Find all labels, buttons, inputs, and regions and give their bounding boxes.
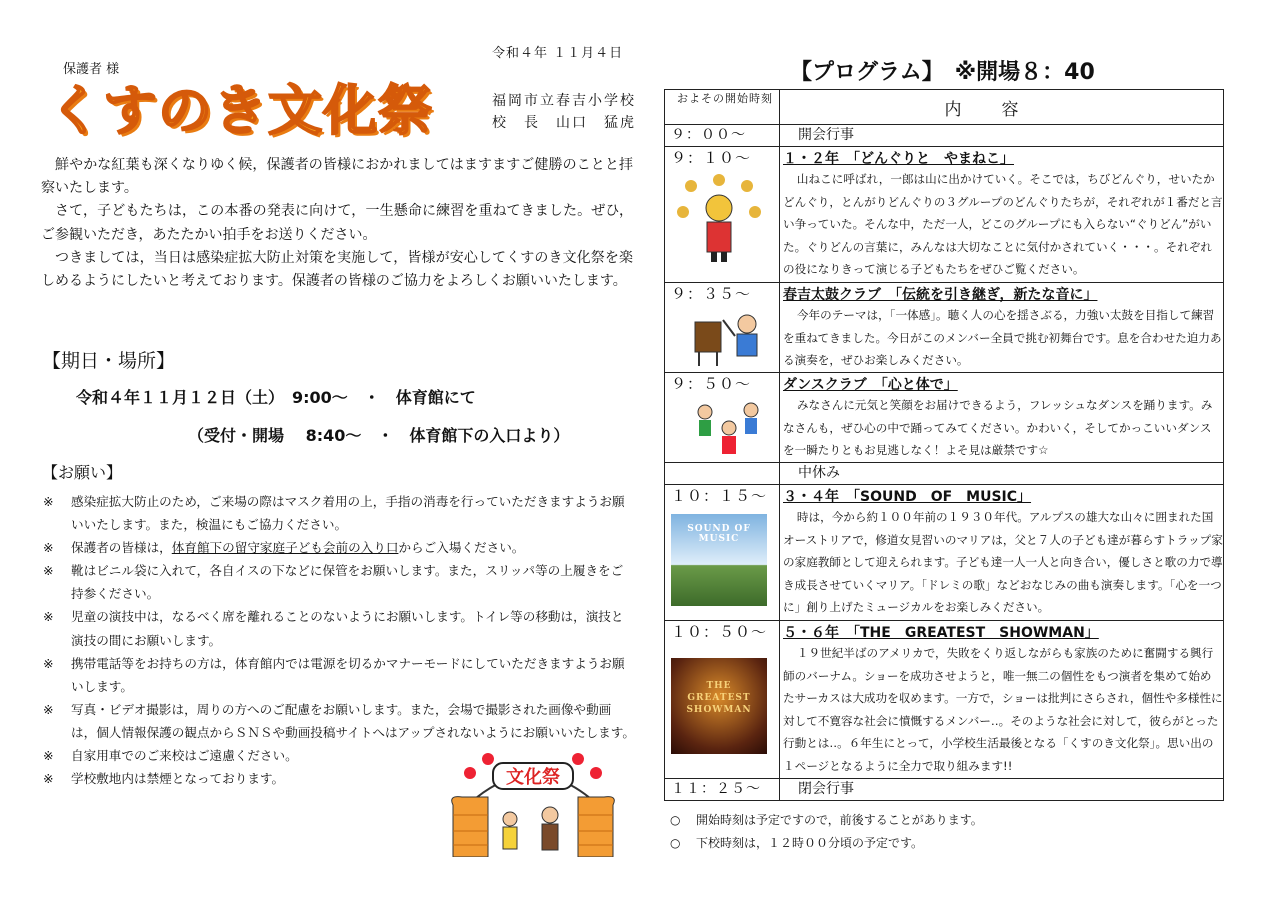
program-title: 【プログラム】 ※開場８：40: [790, 60, 1095, 85]
taiko-drum-illustration: [691, 310, 771, 368]
program-notes: [670, 809, 983, 855]
school-name: 福岡市立春吉小学校: [492, 93, 636, 109]
table-row: ９：１０～ １・２年 「どんぐりと やまねこ」 山ねこに呼ばれ，一郎は山に出かけていく。そこでは，ちびどんぐり，せいたかどんぐり，とんがりどんぐりの３グループのどんぐりたちが，それぞれが１番だと言い争っていた。そんな中，ただ一人，どこのグループにも入らない“ぐりどん”がいた。ぐりどんの言葉に，みんなは大切なことに気付かされていく・・・。それぞれの役になりきって演じる子どもたちをぜひご覧ください。: [665, 147, 1224, 283]
requests-heading: 【お願い】: [42, 463, 123, 482]
table-row: ９：００～ 開会行事: [665, 125, 1224, 147]
program-desc-3: みなさんに元気と笑顔をお届けできるよう，フレッシュなダンスを踊ります。みなさんも，ぜひ心の中で踊ってみてください。かわいく，そしてかっこいいダンスを一瞬たりともお見逃しなく！よそ見は厳禁です☆: [783, 398, 1213, 458]
program-title-3: ダンスクラブ 「心と体で」: [783, 377, 958, 393]
table-row: ９：３５～ 春吉太鼓クラブ 「伝統を引き継ぎ，新たな音に」 今年のテーマは，「一体感」。聴く人の心を揺さぶる，力強い太鼓を目指して練習を重ねてきました。今日がこのメンバー全員で挑む初舞台です。息を合わせた迫力ある演奏を，ぜひお楽しみください。: [665, 283, 1224, 373]
note-mark: ※: [43, 655, 54, 671]
request-item: ※ 写真・ビデオ撮影は，周りの方へのご配慮をお願いします。また，会場で撮影された画像や動画は，個人情報保護の観点からＳＮＳや動画投稿サイトへはアップされないようにお願いいたします。: [43, 698, 635, 744]
col-content-header: 内容: [780, 90, 1224, 125]
note-item: ○ 下校時刻は，１２時００分頃の予定です。: [670, 836, 924, 850]
request-item: ※ 保護者の皆様は，体育館下の留守家庭子ども会前の入り口からご入場ください。: [43, 536, 635, 559]
greeting: [41, 154, 633, 293]
note-item: ○ 開始時刻は予定ですので，前後することがあります。: [670, 813, 983, 827]
col-time-header: およその開始時刻: [665, 90, 780, 125]
program-desc-5: 時は，今から約１００年前の１９３０年代。アルプスの雄大な山々に囲まれた国オーストリアで，修道女見習いのマリアは，父と７人の子ども達が暮らすトラップ家の家庭教師として迎えられます。子ども達一人一人と向き合い，優しさと歌の力で導き成長させていくマリア。「ドレミの歌」などおなじみの曲も演奏します。「心を一つに」創り上げたミュージカルをお楽しみください。: [783, 510, 1223, 615]
table-row: １１：２５～ 閉会行事: [665, 778, 1224, 800]
program-title-6: ５・６年 「THE GREATEST SHOWMAN」: [783, 625, 1099, 641]
request-item: ※ 靴はビニル袋に入れて，各自イスの下などに保管をお願いします。また，スリッパ等の上履きをご持参ください。: [43, 559, 635, 605]
note-mark: ※: [43, 563, 54, 579]
festival-gate-illustration: [448, 745, 618, 857]
program-title-5: ３・４年 「SOUND OF MUSIC」: [783, 489, 1032, 505]
schedule-heading: 【期日・場所】: [42, 350, 176, 372]
issue-date: 令和４年 １１月４日: [492, 46, 624, 61]
greeting-paragraph: 鮮やかな紅葉も深くなりゆく候，保護者の皆様におかれましてはますますご健勝のことと拝察いたします。: [41, 157, 633, 197]
program-desc-6: １９世紀半ばのアメリカで，失敗をくり返しながらも家族のために奮闘する興行師のバーナム。ショーを成功させようと，唯一無二の個性をもつ演者を集めて始めたサーカスは大成功を収めます。一方で，ショーは批判にさらされ，個性や多様性に対して不寛容な社会に憤慨するメンバー‥。そのような社会に対して，彼らがとった行動とは‥。６年生にとって，小学校生活最後となる「くすのき文化祭」。思い出の１ページとなるように全力で取り組みます!!: [783, 646, 1223, 773]
note-mark: ※: [43, 609, 54, 625]
program-title-2: 春吉太鼓クラブ 「伝統を引き継ぎ，新たな音に」: [783, 287, 1098, 303]
program-desc-1: 山ねこに呼ばれ，一郎は山に出かけていく。そこでは，ちびどんぐり，せいたかどんぐり，とんがりどんぐりの３グループのどんぐりたちが，それぞれが１番だと言い争っていた。そんな中，ただ一人，どこのグループにも入らない“ぐりどん”がいた。ぐりどんの言葉に，みんなは大切なことに気付かされていく・・・。それぞれの役になりきって演じる子どもたちをぜひご覧ください。: [783, 172, 1223, 277]
note-mark: ※: [43, 701, 54, 717]
greatest-showman-poster: THE GREATEST SHOWMAN: [671, 658, 767, 754]
recipient: 保護者 様: [63, 62, 120, 77]
program-desc-2: 今年のテーマは，「一体感」。聴く人の心を揺さぶる，力強い太鼓を目指して練習を重ねてきました。今日がこのメンバー全員で挑む初舞台です。息を合わせた迫力ある演奏を，ぜひお楽しみください。: [783, 308, 1222, 368]
principal-name: 校 長 山口 猛虎: [492, 115, 636, 131]
note-mark: ※: [43, 748, 54, 764]
greeting-paragraph: さて，子どもたちは，この本番の発表に向けて，一生懸命に練習を重ねてきました。ぜひ，ご参観いただき，あたたかい拍手をお送りください。: [41, 203, 633, 243]
request-item: ※ 児童の演技中は，なるべく席を離れることのないようにお願いします。トイレ等の移動は，演技と演技の間にお願いします。: [43, 605, 635, 651]
entrance-underline: 体育館下の留守家庭子ども会前の入り口: [171, 540, 399, 556]
note-mark: ※: [43, 771, 54, 787]
table-header-row: [665, 90, 1224, 125]
schedule-main: 令和４年１１月１２日（土） 9:00～ ・ 体育館にて: [76, 388, 476, 407]
festival-title: くすのき文化祭: [48, 79, 433, 142]
program-table: [664, 89, 1224, 801]
request-item: ※ 感染症拡大防止のため，ご来場の際はマスク着用の上，手指の消毒を行っていただきますようお願いいたします。また，検温にもご協力ください。: [43, 490, 635, 536]
greeting-paragraph: つきましては，当日は感染症拡大防止対策を実施して，皆様が安心してくすのき文化祭を楽しめるようにしたいと考えております。保護者の皆様のご協力をよろしくお願いいたします。: [41, 249, 633, 290]
table-row: １０：１５～ SOUND OF MUSIC ３・４年 「SOUND OF MUSIC」 時は，今から約１００年前の１９３０年代。アルプスの雄大な山々に囲まれた国オーストリアで，修道女見習いのマリアは，父と７人の子ども達が暮らすトラップ家の家庭教師として迎えられます。子ども達一人一人と向き合い，優しさと歌の力で導き成長させていくマリア。「ドレミの歌」などおなじみの曲も演奏します。「心を一つに」創り上げたミュージカルをお楽しみください。: [665, 485, 1224, 621]
table-row: ９：５０～ ダンスクラブ 「心と体で」 みなさんに元気と笑顔をお届けできるよう，フレッシュなダンスを踊ります。みなさんも，ぜひ心の中で踊ってみてください。かわいく，そしてかっこいいダンスを一瞬たりともお見逃しなく！よそ見は厳禁です☆: [665, 373, 1224, 463]
note-mark: ※: [43, 540, 54, 556]
gate-sign-text: 文化祭: [506, 767, 560, 788]
request-item: ※ 学校敷地内は禁煙となっております。: [43, 767, 635, 790]
schedule-reception: （受付・開場 8:40～ ・ 体育館下の入口より）: [188, 426, 570, 445]
program-title-1: １・２年 「どんぐりと やまねこ」: [783, 151, 1014, 167]
request-item: ※ 携帯電話等をお持ちの方は，体育館内では電源を切るかマナーモードにしていただきますようお願いします。: [43, 652, 635, 698]
cat-acorn-illustration: [671, 172, 767, 264]
school-info: [492, 90, 636, 134]
dancing-kids-illustration: [691, 398, 771, 458]
request-item: ※ 自家用車でのご来校はご遠慮ください。: [43, 744, 635, 767]
note-mark: ※: [43, 494, 54, 509]
table-row: 中休み: [665, 463, 1224, 485]
table-row: １０：５０～ THE GREATEST SHOWMAN ５・６年 「THE GREATEST SHOWMAN」 １９世紀半ばのアメリカで，失敗をくり返しながらも家族のために奮闘する興行師のバーナム。ショーを成功させようと，唯一無二の個性をもつ演者を集めて始めたサーカスは大成功を収めます。一方で，ショーは批判にさらされ，個性や多様性に対して不寛容な社会に憤慨するメンバー‥。そのような社会に対して，彼らがとった行動とは‥。６年生にとって，小学校生活最後となる「くすのき文化祭」。思い出の１ページとなるように全力で取り組みます!!: [665, 621, 1224, 779]
sound-of-music-poster: SOUND OF MUSIC: [671, 514, 767, 606]
